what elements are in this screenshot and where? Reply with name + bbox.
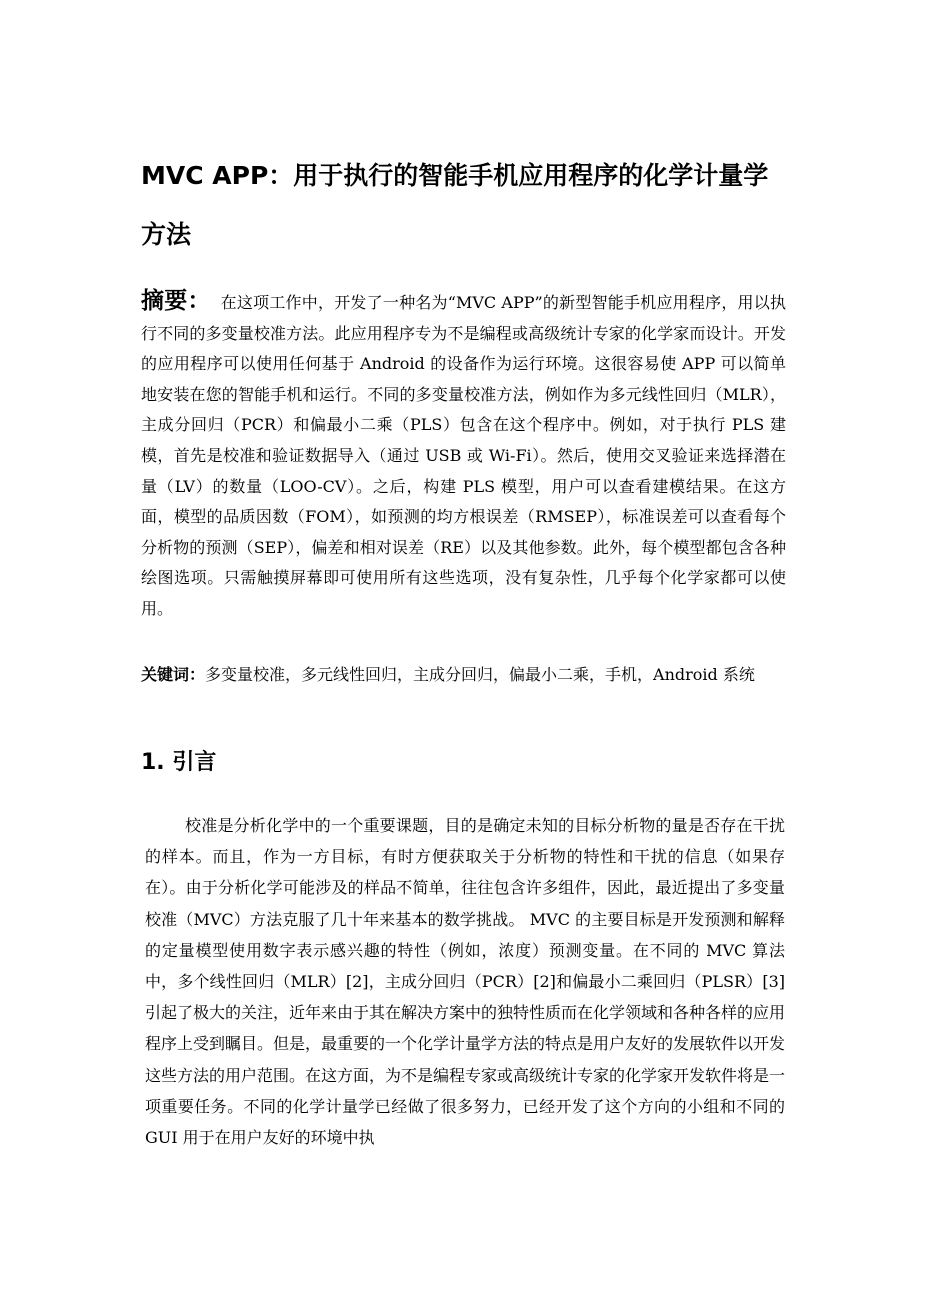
introduction-paragraph: 校准是分析化学中的一个重要课题，目的是确定未知的目标分析物的量是否存在干扰的样本。而且，作为一方目标，有时方便获取关于分析物的特性和干扰的信息（如果存在）。由于分析化学可能涉及的样品不简单，往往包含许多组件，因此，最近提出了多变量校准（MVC）方法克服了几十年来基本的数学挑战。 MVC 的主要目标是开发预测和解释的定量模型使用数字表示感兴趣的特性（例如，浓度）预测变量。在不同的 MVC 算法中，多个线性回归（MLR）[2]，主成分回归（PCR）[2]和偏最小二乘回归（PLSR）[3]引起了极大的关注，近年来由于其在解决方案中的独特性质而在化学领域和各种各样的应用程序上受到瞩目。但是，最重要的一个化学计量学方法的特点是用户友好的发展软件以开发这些方法的用户范围。在这方面，为不是编程专家或高级统计专家的化学家开发软件将是一项重要任务。不同的化学计量学已经做了很多努力，已经开发了这个方向的小组和不同的 GUI 用于在用户友好的环境中执 [145, 816, 786, 1148]
keywords-label: 关键词： [141, 665, 206, 684]
section-heading-introduction: 1. 引言 [141, 750, 217, 775]
abstract-label: 摘要： [141, 288, 211, 314]
keywords [141, 659, 786, 691]
abstract-text: 在这项工作中，开发了一种名为“MVC APP”的新型智能手机应用程序，用以执行不同的多变量校准方法。此应用程序专为不是编程或高级统计专家的化学家而设计。开发的应用程序可以使用任何基于 Android 的设备作为运行环境。这很容易使 APP 可以简单地安装在您的智能手机和运行。不同的多变量校准方法，例如作为多元线性回归（MLR），主成分回归（PCR）和偏最小二乘（PLS）包含在这个程序中。例如，对于执行 PLS 建模，首先是校准和验证数据导入（通过 USB 或 Wi-Fi）。然后，使用交叉验证来选择潜在量（LV）的数量（LOO-CV）。之后，构建 PLS 模型，用户可以查看建模结果。在这方面，模型的品质因数（FOM），如预测的均方根误差（RMSEP），标准误差可以查看每个分析物的预测（SEP），偏差和相对误差（RE）以及其他参数。此外，每个模型都包含各种绘图选项。只需触摸屏幕即可使用所有这些选项，没有复杂性，几乎每个化学家都可以使用。 [141, 293, 787, 618]
paper-title: MVC APP：用于执行的智能手机应用程序的化学计量学方法 [141, 161, 769, 249]
abstract [141, 286, 786, 625]
keywords-text: 多变量校准，多元线性回归，主成分回归，偏最小二乘，手机，Android 系统 [205, 665, 755, 684]
